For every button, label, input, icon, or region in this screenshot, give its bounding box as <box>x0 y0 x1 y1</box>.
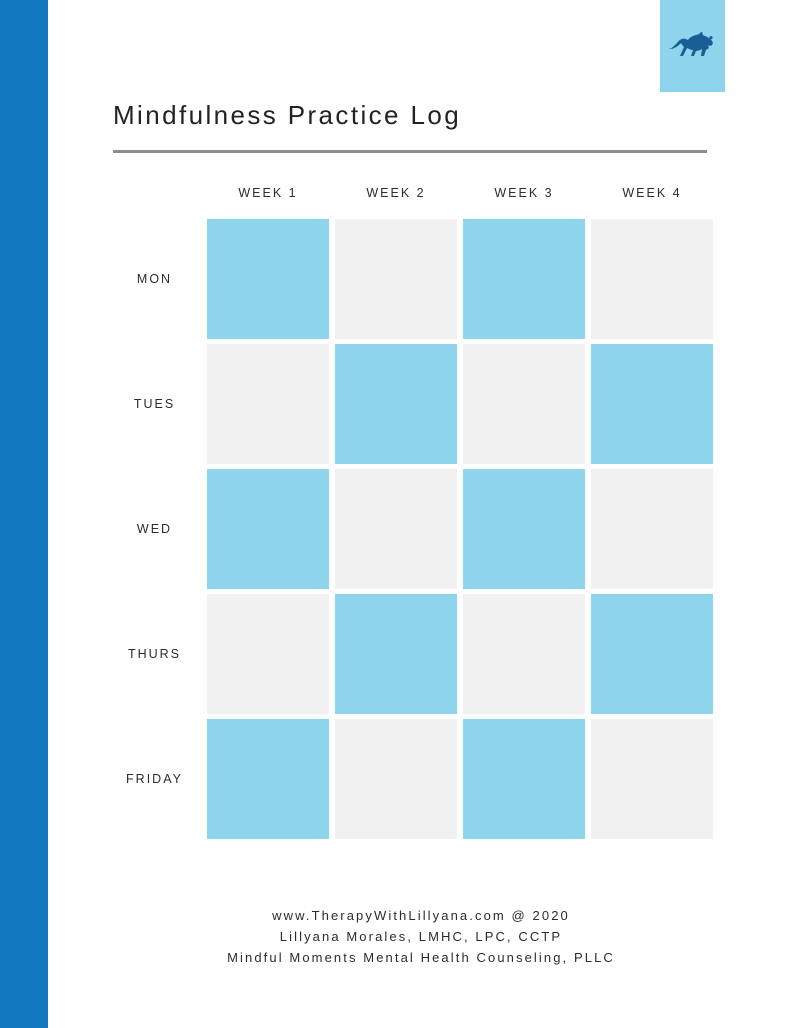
cell-tues-week-1[interactable] <box>207 344 329 464</box>
cell-tues-week-2[interactable] <box>335 344 457 464</box>
checkbox-box[interactable] <box>591 469 713 589</box>
checkbox-box[interactable] <box>207 219 329 339</box>
checkbox-box[interactable] <box>591 344 713 464</box>
cell-mon-week-3[interactable] <box>463 219 585 339</box>
cell-tues-week-3[interactable] <box>463 344 585 464</box>
table-row <box>113 719 713 839</box>
cell-wed-week-4[interactable] <box>591 469 713 589</box>
cell-mon-week-1[interactable] <box>207 219 329 339</box>
checkbox-box[interactable] <box>463 719 585 839</box>
checkbox-box[interactable] <box>335 219 457 339</box>
cell-wed-week-3[interactable] <box>463 469 585 589</box>
cell-tues-week-4[interactable] <box>591 344 713 464</box>
checkbox-box[interactable] <box>463 469 585 589</box>
checkbox-box[interactable] <box>591 719 713 839</box>
table-row <box>113 344 713 464</box>
table-row <box>113 594 713 714</box>
cell-friday-week-2[interactable] <box>335 719 457 839</box>
left-accent-bar <box>0 0 48 1028</box>
checkbox-box[interactable] <box>335 469 457 589</box>
checkbox-box[interactable] <box>207 594 329 714</box>
checkbox-box[interactable] <box>591 219 713 339</box>
practice-log-grid <box>113 180 707 844</box>
row-label-friday: FRIDAY <box>126 772 183 786</box>
running-horse-icon <box>667 29 719 63</box>
cell-wed-week-1[interactable] <box>207 469 329 589</box>
row-label-thurs: THURS <box>127 647 182 661</box>
cell-thurs-week-4[interactable] <box>591 594 713 714</box>
logo-badge <box>660 0 725 92</box>
row-label-wed: WED <box>136 522 173 536</box>
cell-mon-week-2[interactable] <box>335 219 457 339</box>
checkbox-box[interactable] <box>463 594 585 714</box>
checkbox-box[interactable] <box>335 719 457 839</box>
checkbox-box[interactable] <box>463 219 585 339</box>
cell-mon-week-4[interactable] <box>591 219 713 339</box>
cell-wed-week-2[interactable] <box>335 469 457 589</box>
checkbox-box[interactable] <box>207 719 329 839</box>
footer-practice-name: Mindful Moments Mental Health Counseling, PLLC <box>227 950 615 965</box>
page-title: Mindfulness Practice Log <box>113 100 462 130</box>
table-corner <box>113 185 201 214</box>
cell-thurs-week-2[interactable] <box>335 594 457 714</box>
footer-author: Lillyana Morales, LMHC, LPC, CCTP <box>279 929 563 944</box>
row-label-mon: MON <box>136 272 173 286</box>
column-header-week-4: WEEK 4 <box>622 186 682 200</box>
column-header-week-3: WEEK 3 <box>494 186 554 200</box>
checkbox-box[interactable] <box>463 344 585 464</box>
cell-friday-week-1[interactable] <box>207 719 329 839</box>
cell-friday-week-4[interactable] <box>591 719 713 839</box>
checkbox-box[interactable] <box>335 344 457 464</box>
practice-log-table <box>107 180 719 844</box>
table-header-row <box>113 185 713 214</box>
checkbox-box[interactable] <box>335 594 457 714</box>
footer <box>48 905 794 968</box>
checkbox-box[interactable] <box>591 594 713 714</box>
row-label-tues: TUES <box>133 397 176 411</box>
table-row <box>113 219 713 339</box>
cell-friday-week-3[interactable] <box>463 719 585 839</box>
column-header-week-1: WEEK 1 <box>238 186 298 200</box>
cell-thurs-week-3[interactable] <box>463 594 585 714</box>
table-row <box>113 469 713 589</box>
column-header-week-2: WEEK 2 <box>366 186 426 200</box>
cell-thurs-week-1[interactable] <box>207 594 329 714</box>
checkbox-box[interactable] <box>207 469 329 589</box>
footer-website: www.TherapyWithLillyana.com @ 2020 <box>272 908 570 923</box>
checkbox-box[interactable] <box>207 344 329 464</box>
title-divider <box>113 150 707 153</box>
